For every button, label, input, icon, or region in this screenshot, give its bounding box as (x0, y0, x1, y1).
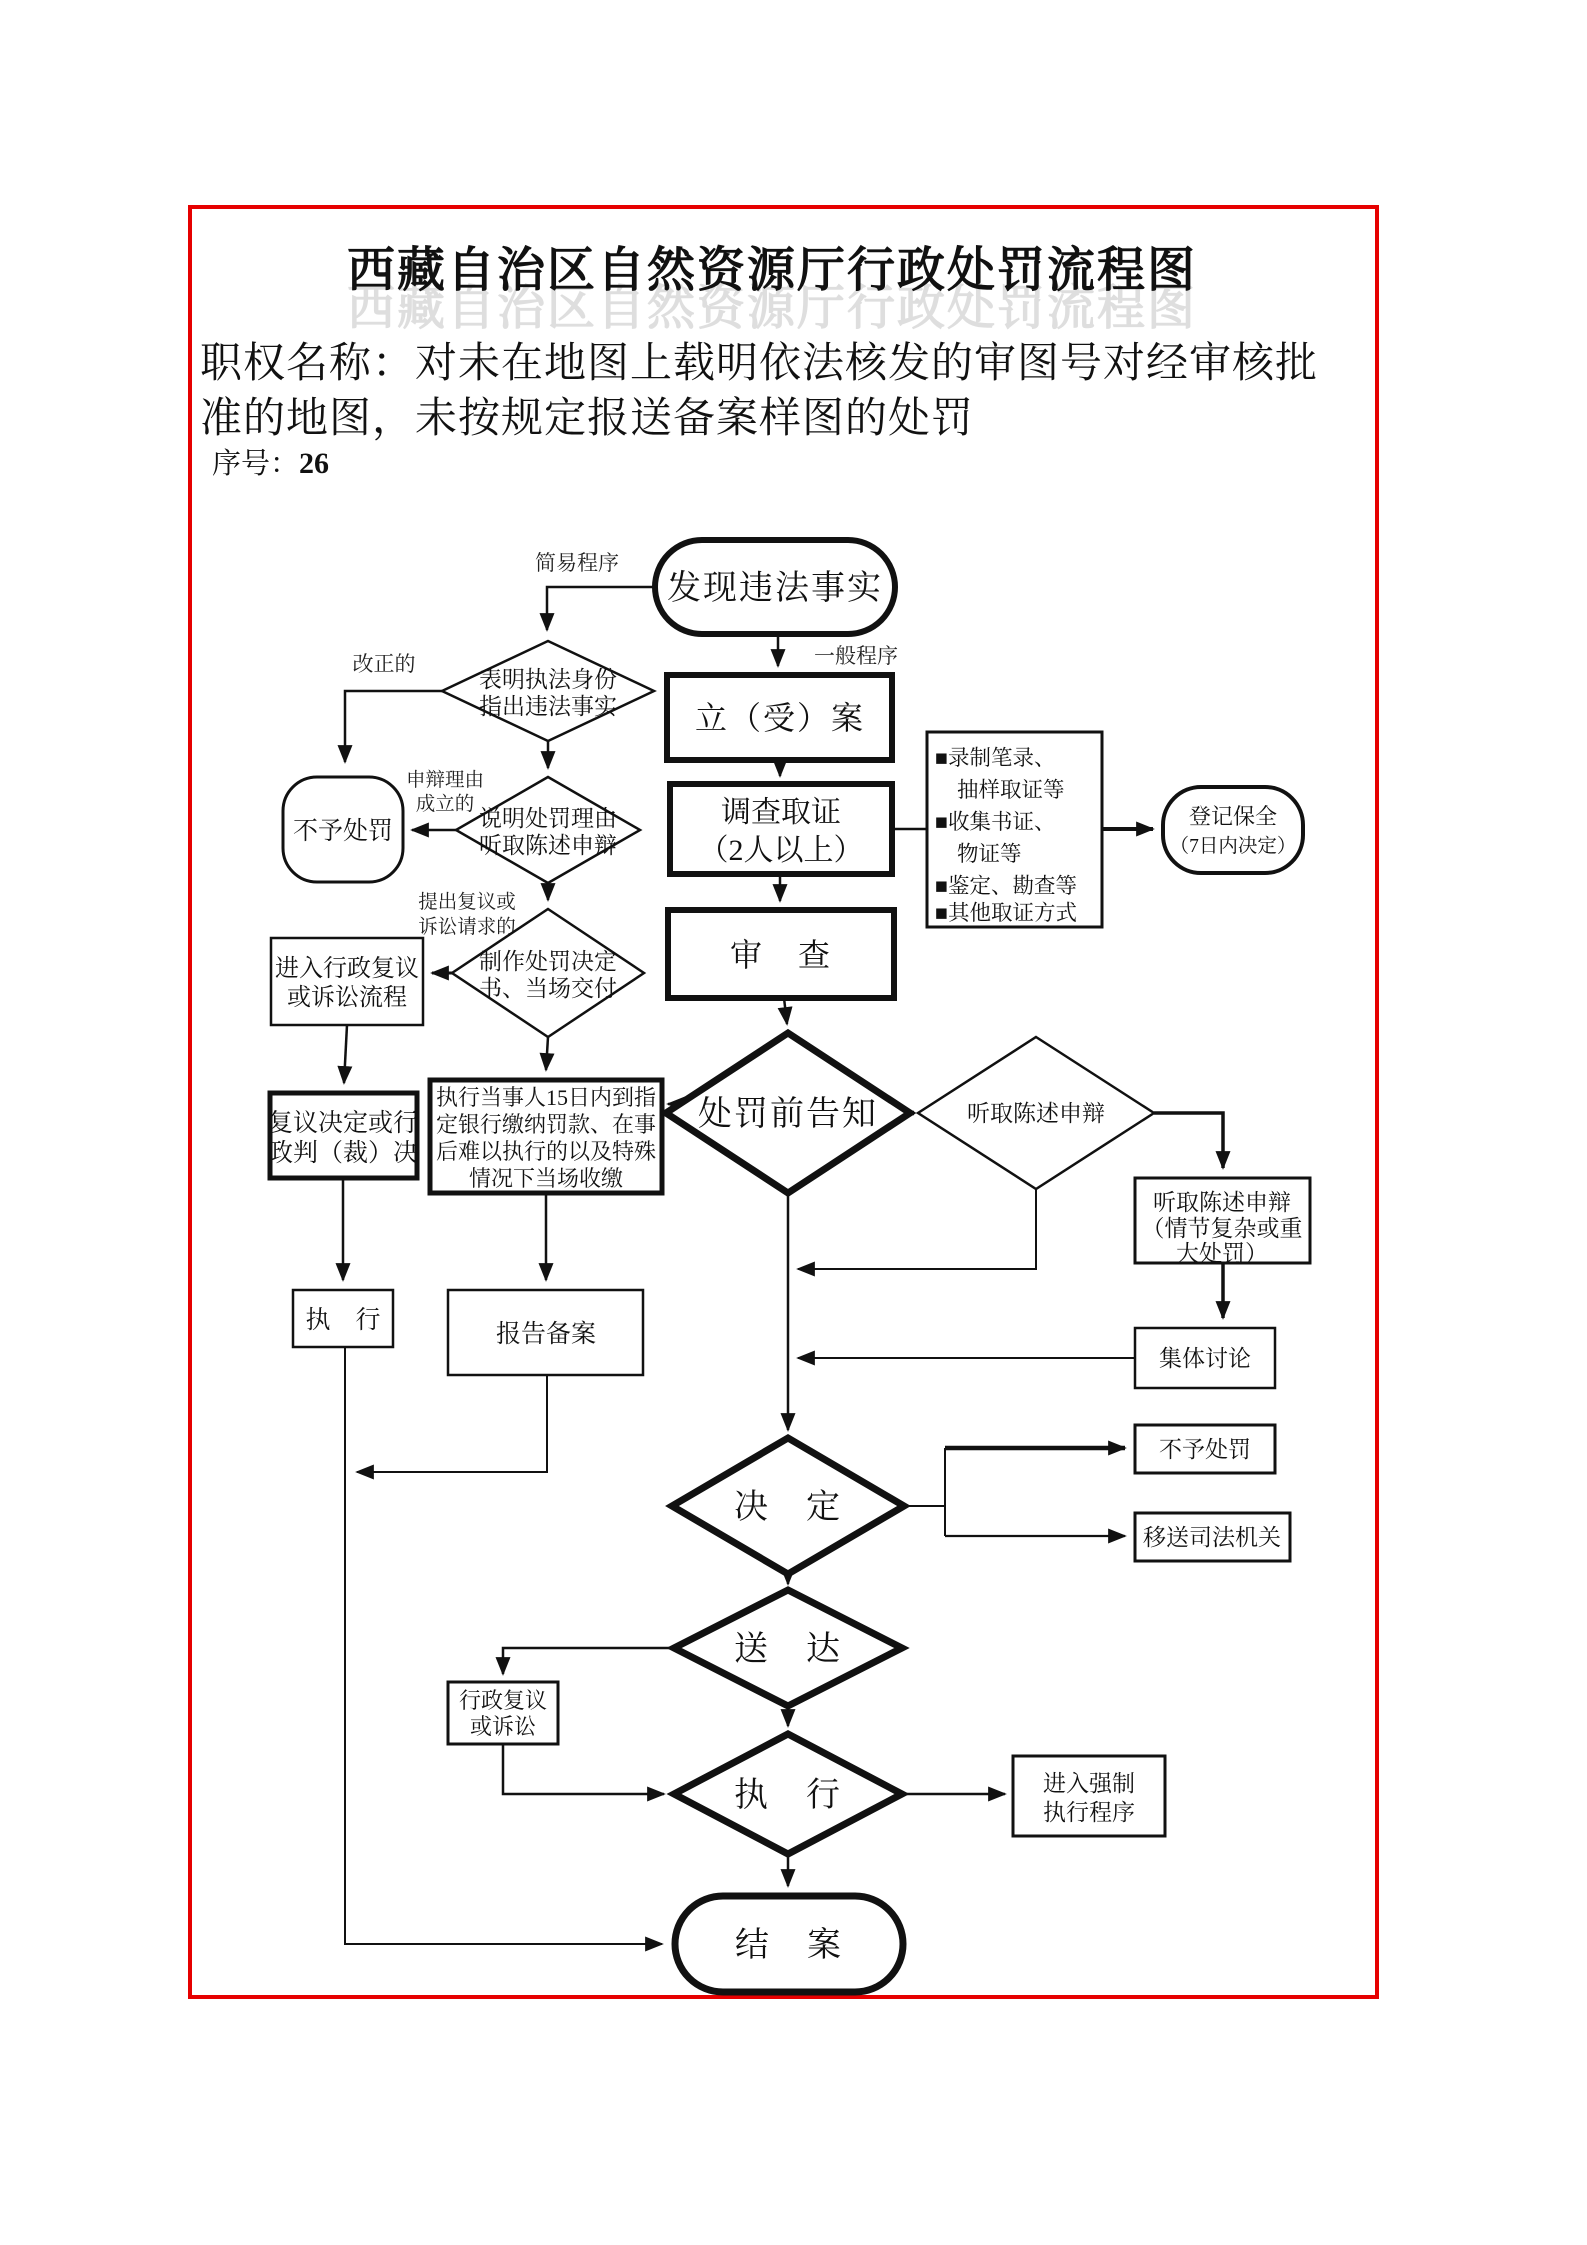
node-transfer-judicial (1135, 1513, 1290, 1561)
node-review-label: 审 查 (729, 937, 833, 973)
evidence-method-line3: ■收集书证、 (935, 810, 1056, 834)
explain-line2: 听取陈述申辩 (479, 833, 617, 858)
edge-hearstatement-merge (798, 1189, 1036, 1269)
node-file-case (667, 675, 892, 760)
edge-enterreview-to-reviewdecision (344, 1025, 347, 1083)
pay-fine-line3: 后难以执行的以及特殊 (435, 1139, 657, 1164)
node-discover-violation-label: 发现违法事实 (667, 570, 883, 607)
node-no-penalty-left-label: 不予处罚 (292, 818, 394, 845)
hear-major-line2: （情节复杂或重 (1141, 1216, 1303, 1241)
pay-fine-line2: 定银行缴纳罚款、在事 (435, 1112, 657, 1137)
node-no-penalty-right-label: 不予处罚 (1159, 1437, 1251, 1462)
registration-line1: 登记保全 (1188, 804, 1278, 829)
node-no-penalty-left (283, 777, 403, 882)
node-investigate-line2: （2人以上） (698, 834, 864, 867)
node-delivery-label: 送 达 (734, 1631, 842, 1668)
admin-review-line1: 行政复议 (458, 1688, 548, 1713)
label-defense-valid-line1: 申辩理由 (405, 770, 485, 791)
node-registration-preserve (1163, 787, 1303, 873)
node-review-decision (268, 1093, 418, 1178)
forced-execution-line2: 执行程序 (1043, 1800, 1135, 1825)
node-decision-label: 决 定 (734, 1489, 842, 1526)
node-forced-execution (1013, 1756, 1165, 1836)
makedoc-line1: 制作处罚决定 (479, 949, 617, 974)
node-execute-diamond-label: 执 行 (734, 1777, 842, 1814)
pay-fine-line1: 执行当事人15日内到指 (435, 1085, 657, 1110)
page-title-shadow: 西藏自治区自然资源厅行政处罚流程图 (346, 282, 1198, 335)
edge-delivery-to-adminreview (503, 1648, 674, 1674)
hear-major-line3: 大处罚） (1176, 1241, 1268, 1266)
edge-discover-to-identify (547, 587, 655, 630)
registration-line2: （7日内决定） (1169, 836, 1297, 857)
edge-identify-to-nopenalty (345, 691, 442, 762)
node-transfer-judicial-label: 移送司法机关 (1143, 1525, 1281, 1550)
serial-number: 26 (299, 447, 329, 480)
admin-review-line2: 或诉讼 (469, 1714, 537, 1739)
node-execute-left (293, 1290, 393, 1347)
hear-major-line1: 听取陈述申辩 (1153, 1190, 1291, 1215)
node-close-case (675, 1896, 903, 1992)
enter-review-line1: 进入行政复议 (275, 956, 419, 982)
pay-fine-line4: 情况下当场收缴 (468, 1166, 624, 1191)
evidence-method-line5: ■鉴定、勘查等 (935, 874, 1077, 898)
label-simple-procedure: 简易程序 (535, 551, 619, 575)
label-review-request-line1: 提出复议或 (418, 892, 516, 913)
node-pre-penalty-notice-label: 处罚前告知 (698, 1096, 878, 1133)
node-group-discussion (1135, 1328, 1275, 1388)
node-execute-diamond (674, 1734, 902, 1854)
node-investigate-line1: 调查取证 (721, 796, 841, 829)
node-hear-statement-major (1135, 1178, 1310, 1266)
edge-makedoc-to-payfine (546, 1037, 548, 1070)
node-evidence-methods (927, 732, 1102, 927)
authority-name-line1: 职权名称：对未在地图上载明依法核发的审图号对经审核批 (200, 341, 1319, 387)
review-decision-line2: 政判（裁）决 (267, 1140, 419, 1167)
enter-review-line2: 或诉讼流程 (287, 985, 407, 1011)
label-review-request-line2: 诉讼请求的 (418, 917, 516, 938)
label-general-procedure: 一般程序 (814, 644, 898, 668)
node-pre-penalty-notice (666, 1033, 910, 1193)
serial-label: 序号： (212, 448, 300, 480)
node-enter-admin-review (271, 938, 423, 1025)
node-pay-fine (430, 1080, 662, 1193)
node-review (668, 910, 894, 998)
node-no-penalty-right (1135, 1425, 1275, 1473)
label-corrected: 改正的 (352, 652, 416, 676)
forced-execution-line1: 进入强制 (1043, 1771, 1135, 1796)
explain-line1: 说明处罚理由 (479, 806, 617, 831)
node-hear-statement (918, 1037, 1154, 1189)
node-group-discussion-label: 集体讨论 (1159, 1346, 1251, 1371)
edge-adminreview-to-executediamond (503, 1744, 664, 1794)
evidence-method-line6: ■其他取证方式 (935, 901, 1077, 925)
node-execute-left-label: 执 行 (305, 1307, 381, 1334)
identify-line2: 指出违法事实 (479, 694, 617, 719)
evidence-method-line1: ■录制笔录、 (935, 746, 1056, 770)
review-decision-line1: 复议决定或行 (267, 1110, 419, 1137)
label-defense-valid-line2: 成立的 (415, 794, 475, 815)
node-hear-statement-label: 听取陈述申辩 (967, 1101, 1105, 1126)
evidence-method-line4: 物证等 (957, 842, 1022, 866)
evidence-method-line2: 抽样取证等 (957, 778, 1065, 802)
edge-review-to-notice (784, 998, 787, 1024)
node-decision (672, 1438, 904, 1574)
edge-hearstatement-to-major (1154, 1113, 1223, 1168)
page-title: 西藏自治区自然资源厅行政处罚流程图 (346, 244, 1198, 297)
identify-line1: 表明执法身份 (479, 667, 617, 692)
edge-report-merge-left (357, 1375, 547, 1472)
node-explain-penalty (456, 777, 640, 883)
makedoc-line2: 书、当场交付 (479, 976, 617, 1001)
node-report-record (448, 1290, 643, 1375)
edge-execute-to-closecase (345, 1347, 662, 1944)
node-report-record-label: 报告备案 (495, 1321, 597, 1348)
node-admin-review-or-suit (448, 1682, 558, 1744)
node-file-case-label: 立（受）案 (694, 700, 866, 736)
authority-name-line2: 准的地图，未按规定报送备案样图的处罚 (200, 396, 975, 442)
node-investigate-evidence (670, 784, 892, 874)
node-discover-violation (655, 540, 895, 634)
node-delivery (674, 1590, 902, 1706)
node-close-case-label: 结 案 (735, 1927, 843, 1964)
node-identify-enforcer (442, 641, 654, 741)
